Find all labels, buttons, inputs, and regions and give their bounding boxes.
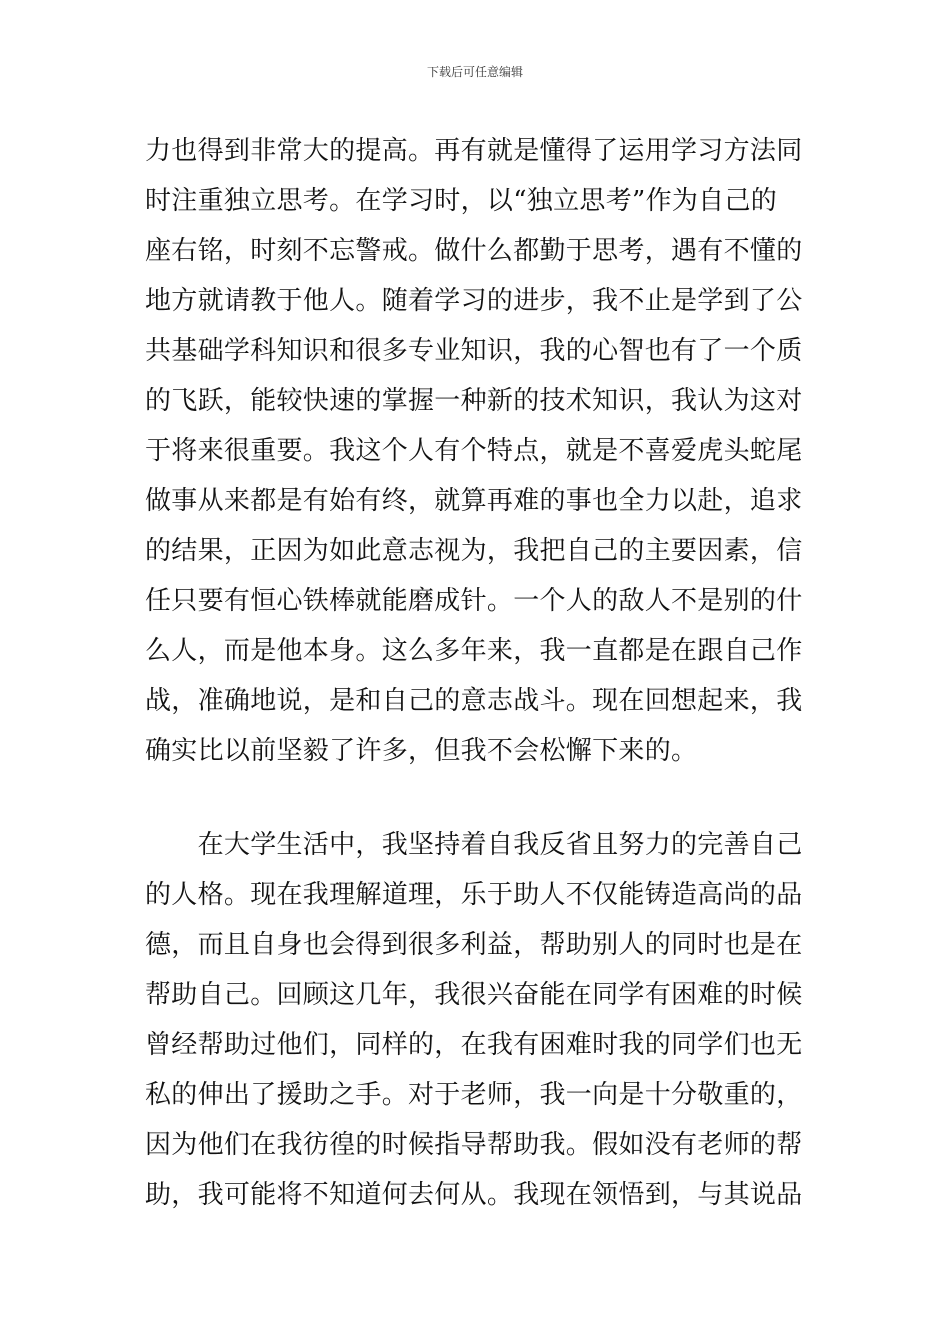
text-line: 么人，而是他本身。这么多年来，我一直都是在跟自己作 bbox=[145, 636, 803, 666]
text-line: 力也得到非常大的提高。再有就是懂得了运用学习方法同 bbox=[145, 136, 803, 166]
text-line: 德，而且自身也会得到很多利益，帮助别人的同时也是在 bbox=[145, 930, 803, 960]
text-line: 于将来很重要。我这个人有个特点，就是不喜爱虎头蛇尾 bbox=[145, 436, 803, 466]
page-header: 下载后可任意编辑 bbox=[426, 65, 523, 79]
text-line: 的人格。现在我理解道理，乐于助人不仅能铸造高尚的品 bbox=[145, 880, 803, 910]
text-line: 私的伸出了援助之手。对于老师，我一向是十分敬重的， bbox=[145, 1080, 803, 1110]
text-line: 帮助自己。回顾这几年，我很兴奋能在同学有困难的时候 bbox=[145, 980, 803, 1010]
text-line: 的飞跃，能较快速的掌握一种新的技术知识，我认为这对 bbox=[145, 386, 803, 416]
paragraph-2 bbox=[145, 820, 810, 1220]
text-line: 的结果，正因为如此意志视为，我把自己的主要因素，信 bbox=[145, 536, 803, 566]
text-line: 因为他们在我彷徨的时候指导帮助我。假如没有老师的帮 bbox=[145, 1130, 803, 1160]
text-line: 在大学生活中，我坚持着自我反省且努力的完善自己 bbox=[145, 830, 803, 860]
paragraph-1 bbox=[145, 126, 810, 776]
text-line: 确实比以前坚毅了许多，但我不会松懈下来的。 bbox=[145, 736, 698, 766]
text-line: 曾经帮助过他们，同样的，在我有困难时我的同学们也无 bbox=[145, 1030, 803, 1060]
text-line: 助，我可能将不知道何去何从。我现在领悟到，与其说品 bbox=[145, 1180, 803, 1210]
text-line: 做事从来都是有始有终，就算再难的事也全力以赴，追求 bbox=[145, 486, 803, 516]
text-line: 座右铭，时刻不忘警戒。做什么都勤于思考，遇有不懂的 bbox=[145, 236, 803, 266]
text-line: 战，准确地说，是和自己的意志战斗。现在回想起来，我 bbox=[145, 686, 803, 716]
text-line: 时注重独立思考。在学习时，以“独立思考”作为自己的 bbox=[145, 186, 778, 216]
text-line: 地方就请教于他人。随着学习的进步，我不止是学到了公 bbox=[145, 286, 803, 316]
text-line: 任只要有恒心铁棒就能磨成针。一个人的敌人不是别的什 bbox=[145, 586, 803, 616]
text-line: 共基础学科知识和很多专业知识，我的心智也有了一个质 bbox=[145, 336, 803, 366]
